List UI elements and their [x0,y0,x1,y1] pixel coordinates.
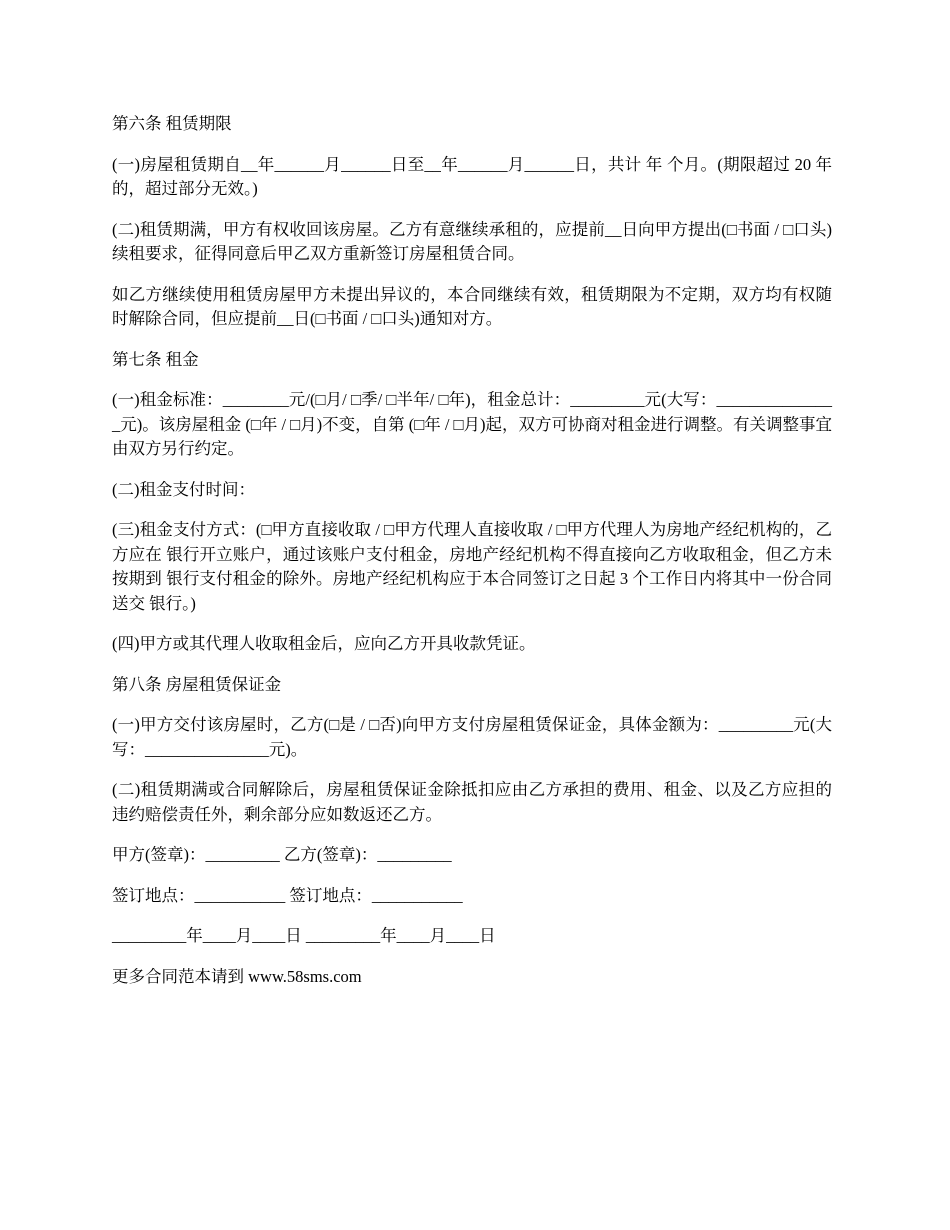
article-7-clause-4: (四)甲方或其代理人收取租金后，应向乙方开具收款凭证。 [112,634,536,653]
article-6-clause-2: (二)租赁期满，甲方有权收回该房屋。乙方有意继续承租的，应提前__日向甲方提出(□书面 / □口头)续租要求，征得同意后甲乙双方重新签订房屋租赁合同。 [112,219,832,263]
article-6-clause-3: 如乙方继续使用租赁房屋甲方未提出异议的，本合同继续有效，租赁期限为不定期，双方均有权随时解除合同，但应提前__日(□书面 / □口头)通知对方。 [112,284,832,328]
article-7-clause-2: (二)租金支付时间： [112,479,255,499]
article-7-title: 第七条 租金 [112,349,199,369]
signature-dates-line: _________年____月____日 _________年____月____日 [112,926,496,945]
signature-places-line: 签订地点：___________ 签订地点：___________ [112,885,463,905]
article-8-clause-1: (一)甲方交付该房屋时，乙方(□是 / □否)向甲方支付房屋租赁保证金，具体金额为：_________元(大写：_______________元)。 [112,715,832,759]
signature-parties-line: 甲方(签章)：_________ 乙方(签章)：_________ [112,845,452,864]
article-8-title: 第八条 房屋租赁保证金 [112,674,282,694]
article-7-clause-1: (一)租金标准：________元/(□月/ □季/ □半年/ □年)，租金总计：_________元(大写：_______________元)。该房屋租金 (□年 / □月)不变，自第 (□年 / □月)起，双方可协商对租金进行调整。有关调整事宜由双方另行约定。 [112,390,833,458]
footer-note: 更多合同范本请到 www.58sms.com [112,966,362,986]
contract-page [112,112,832,1005]
article-6-clause-1: (一)房屋租赁期自__年______月______日至__年______月______日，共计 年 个月。(期限超过 20 年的，超过部分无效。) [112,154,832,198]
article-6-title: 第六条 租赁期限 [112,114,232,133]
article-8-clause-2: (二)租赁期满或合同解除后，房屋租赁保证金除抵扣应由乙方承担的费用、租金、以及乙方应担的违约赔偿责任外，剩余部分应如数返还乙方。 [112,780,832,824]
article-7-clause-3: (三)租金支付方式：(□甲方直接收取 / □甲方代理人直接收取 / □甲方代理人为房地产经纪机构的，乙方应在 银行开立账户，通过该账户支付租金，房地产经纪机构不得直接向乙方收取租金，但乙方未按期到 银行支付租金的除外。房地产经纪机构应于本合同签订之日起 3 个工作日内将其中一份合同送交 银行。) [112,520,832,613]
